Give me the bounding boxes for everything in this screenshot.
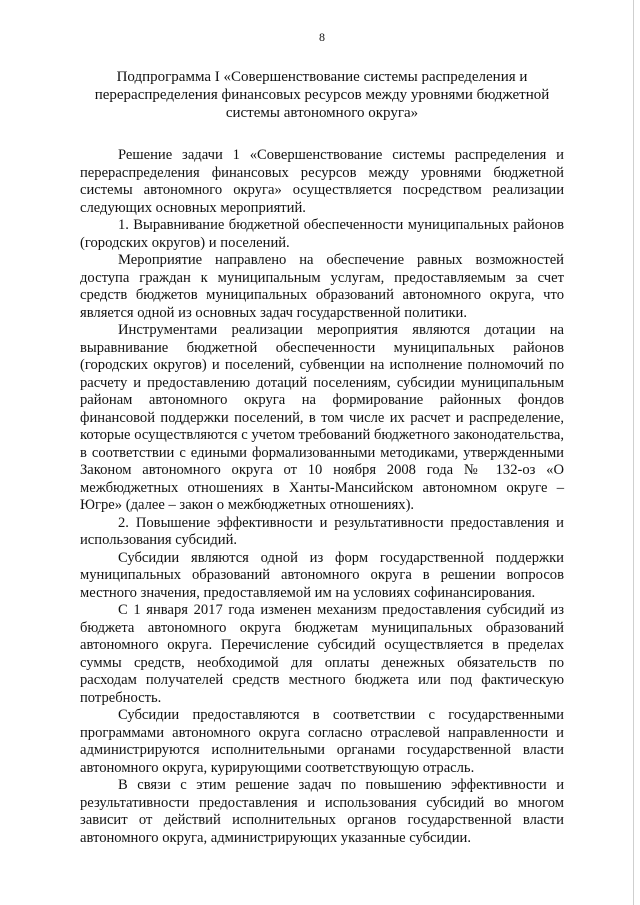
paragraph-measure-1-purpose: Мероприятие направлено на обеспечение равных возможностей доступа граждан к муниципальным услугам, предоставляемым за счет средств бюджетов муниципальных образований автономного округа, что является одной из основных задач государственной политики.: [80, 252, 564, 321]
page-number: 8: [319, 30, 325, 44]
document-body: [80, 147, 564, 847]
heading-line-3: системы автономного округа»: [225, 105, 419, 121]
document-page: [80, 30, 564, 847]
paragraph-measure-1-instruments: Инструментами реализации мероприятия являются дотации на выравнивание бюджетной обеспеченности муниципальных районов (городских округов) и поселений, субвенции на исполнение полномочий по расчету и предоставлению дотаций поселениям, субсидии муниципальным районам автономного округа на формирование районных фондов финансовой поддержки поселений, в том числе их расчет и распределение, которые осуществляются с учетом требований бюджетного законодательства, в соответствии с едиными формализованными методиками, утвержденными Законом автономного округа от 10 ноября 2008 года № 132-оз «О межбюджетных отношениях в Ханты-Мансийском автономном округе – Югре» (далее – закон о межбюджетных отношениях).: [80, 322, 564, 513]
paragraph-subsidies-effectiveness: В связи с этим решение задач по повышению эффективности и результативности предоставления и использования субсидий во многом зависит от действий исполнительных органов государственной власти автономного округа, администрирующих указанные субсидии.: [80, 777, 564, 846]
heading-line-1: Подпрограмма I «Совершенствование системы распределения и: [116, 69, 528, 85]
heading-line-2: перераспределения финансовых ресурсов между уровнями бюджетной: [94, 87, 550, 103]
subprogram-heading: [80, 68, 564, 122]
paragraph-subsidies-administration: Субсидии предоставляются в соответствии с государственными программами автономного округа согласно отраслевой направленности и администрируются исполнительными органами государственной власти автономного округа, курирующими соответствующую отрасль.: [80, 707, 564, 776]
paragraph-task-intro: Решение задачи 1 «Совершенствование системы распределения и перераспределения финансовых ресурсов между уровнями бюджетной системы автономного округа» осуществляется посредством реализации следующих основных мероприятий.: [80, 147, 564, 216]
page-edge-line: [633, 0, 634, 905]
paragraph-subsidies-2017-change: С 1 января 2017 года изменен механизм предоставления субсидий из бюджета автономного округа бюджетам муниципальных образований автономного округа. Перечисление субсидий осуществляется в пределах суммы средств, необходимой для оплаты денежных обязательств по расходам получателей средств местного бюджета или под фактическую потребность.: [80, 602, 564, 706]
paragraph-measure-1-title: 1. Выравнивание бюджетной обеспеченности муниципальных районов (городских округов) и поселений.: [80, 217, 564, 251]
paragraph-subsidies-definition: Субсидии являются одной из форм государственной поддержки муниципальных образований автономного округа в решении вопросов местного значения, предоставляемой им на условиях софинансирования.: [80, 549, 564, 601]
paragraph-measure-2-title: 2. Повышение эффективности и результативности предоставления и использования субсидий.: [80, 514, 564, 548]
